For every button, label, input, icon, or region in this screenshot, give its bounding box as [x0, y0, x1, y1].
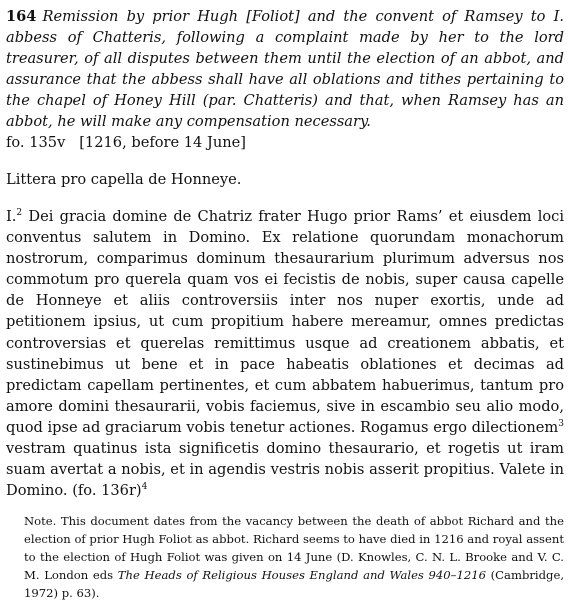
folio-reference: fo. 135v [6, 134, 66, 151]
note-text-part-2: (Cambridge, 1972) p. 63). [24, 568, 565, 601]
entry-date: [1216, before 14 June] [79, 134, 246, 151]
initial-letter: I. [6, 208, 17, 225]
body-text-part-2: vestram quatinus ista significetis domino thesaurario, et rogetis ut iram suam avertat a nobis, et in agendis vestris nobis asserit propitius. Valete in Domino. (fo. 136r) [6, 440, 564, 500]
note-book-title: The Heads of Religious Houses England and Wales 940–1216 [117, 568, 486, 583]
body-text-part-1: Dei gracia domine de Chatriz frater Hugo prior Rams’ et eiusdem loci conventus salutem in Domino. Ex relatione quorundam monachorum nostrorum, comparimus dominum thesaurarium plurimum adversus nos commotum pro querela quam vos ei fecistis de nobis, super causa capelle de Honneye et aliis controversiis inter nos nuper exortis, unde ad petitionem ipsius, ut cum propitium habere mereamur, omnes predictas controversias et querelas remittimus usque ad creationem abbatis, et sustinebimus ut bene et in pace habeatis oblationes et decimas ad predictam capellam pertinentes, et cum abbatem habuerimus, tantum pro amore domini thesaurarii, vobis faciemus, sive in escambio seu alio modo, quod ipse ad graciarum vobis tenetur actiones. Rogamus ergo dilectionem [6, 208, 565, 436]
entry-dateline [6, 132, 564, 153]
footnote-marker-4: 4 [141, 482, 148, 493]
editorial-note [24, 512, 564, 602]
note-text-part-1: Note. This document dates from the vacancy between the death of abbot Richard and the election of prior Hugh Foliot as abbot. Richard seems to have died in 1216 and royal assent to the election of Hugh Foliot was given on 14 June (D. Knowles, C. N. L. Brooke and V. C. M. London eds [24, 514, 564, 583]
entry-number: 164 [6, 8, 37, 25]
footnote-marker-3: 3 [558, 419, 564, 430]
document-body [6, 206, 564, 501]
entry-summary: Remission by prior Hugh [Foliot] and the convent of Ramsey to I. abbess of Chatteris, following a complaint made by her to the lord treasurer, of all disputes between them until the election of an abbot, and assurance that the abbess shall have all oblations and tithes pertaining to the chapel of Honey Hill (par. Chatteris) and that, when Ramsey has an abbot, he will make any compensation necessary. [6, 8, 564, 130]
entry-heading [6, 6, 564, 132]
document-title: Littera pro capella de Honneye. [6, 171, 242, 188]
footnote-marker-2: 2 [16, 208, 23, 219]
